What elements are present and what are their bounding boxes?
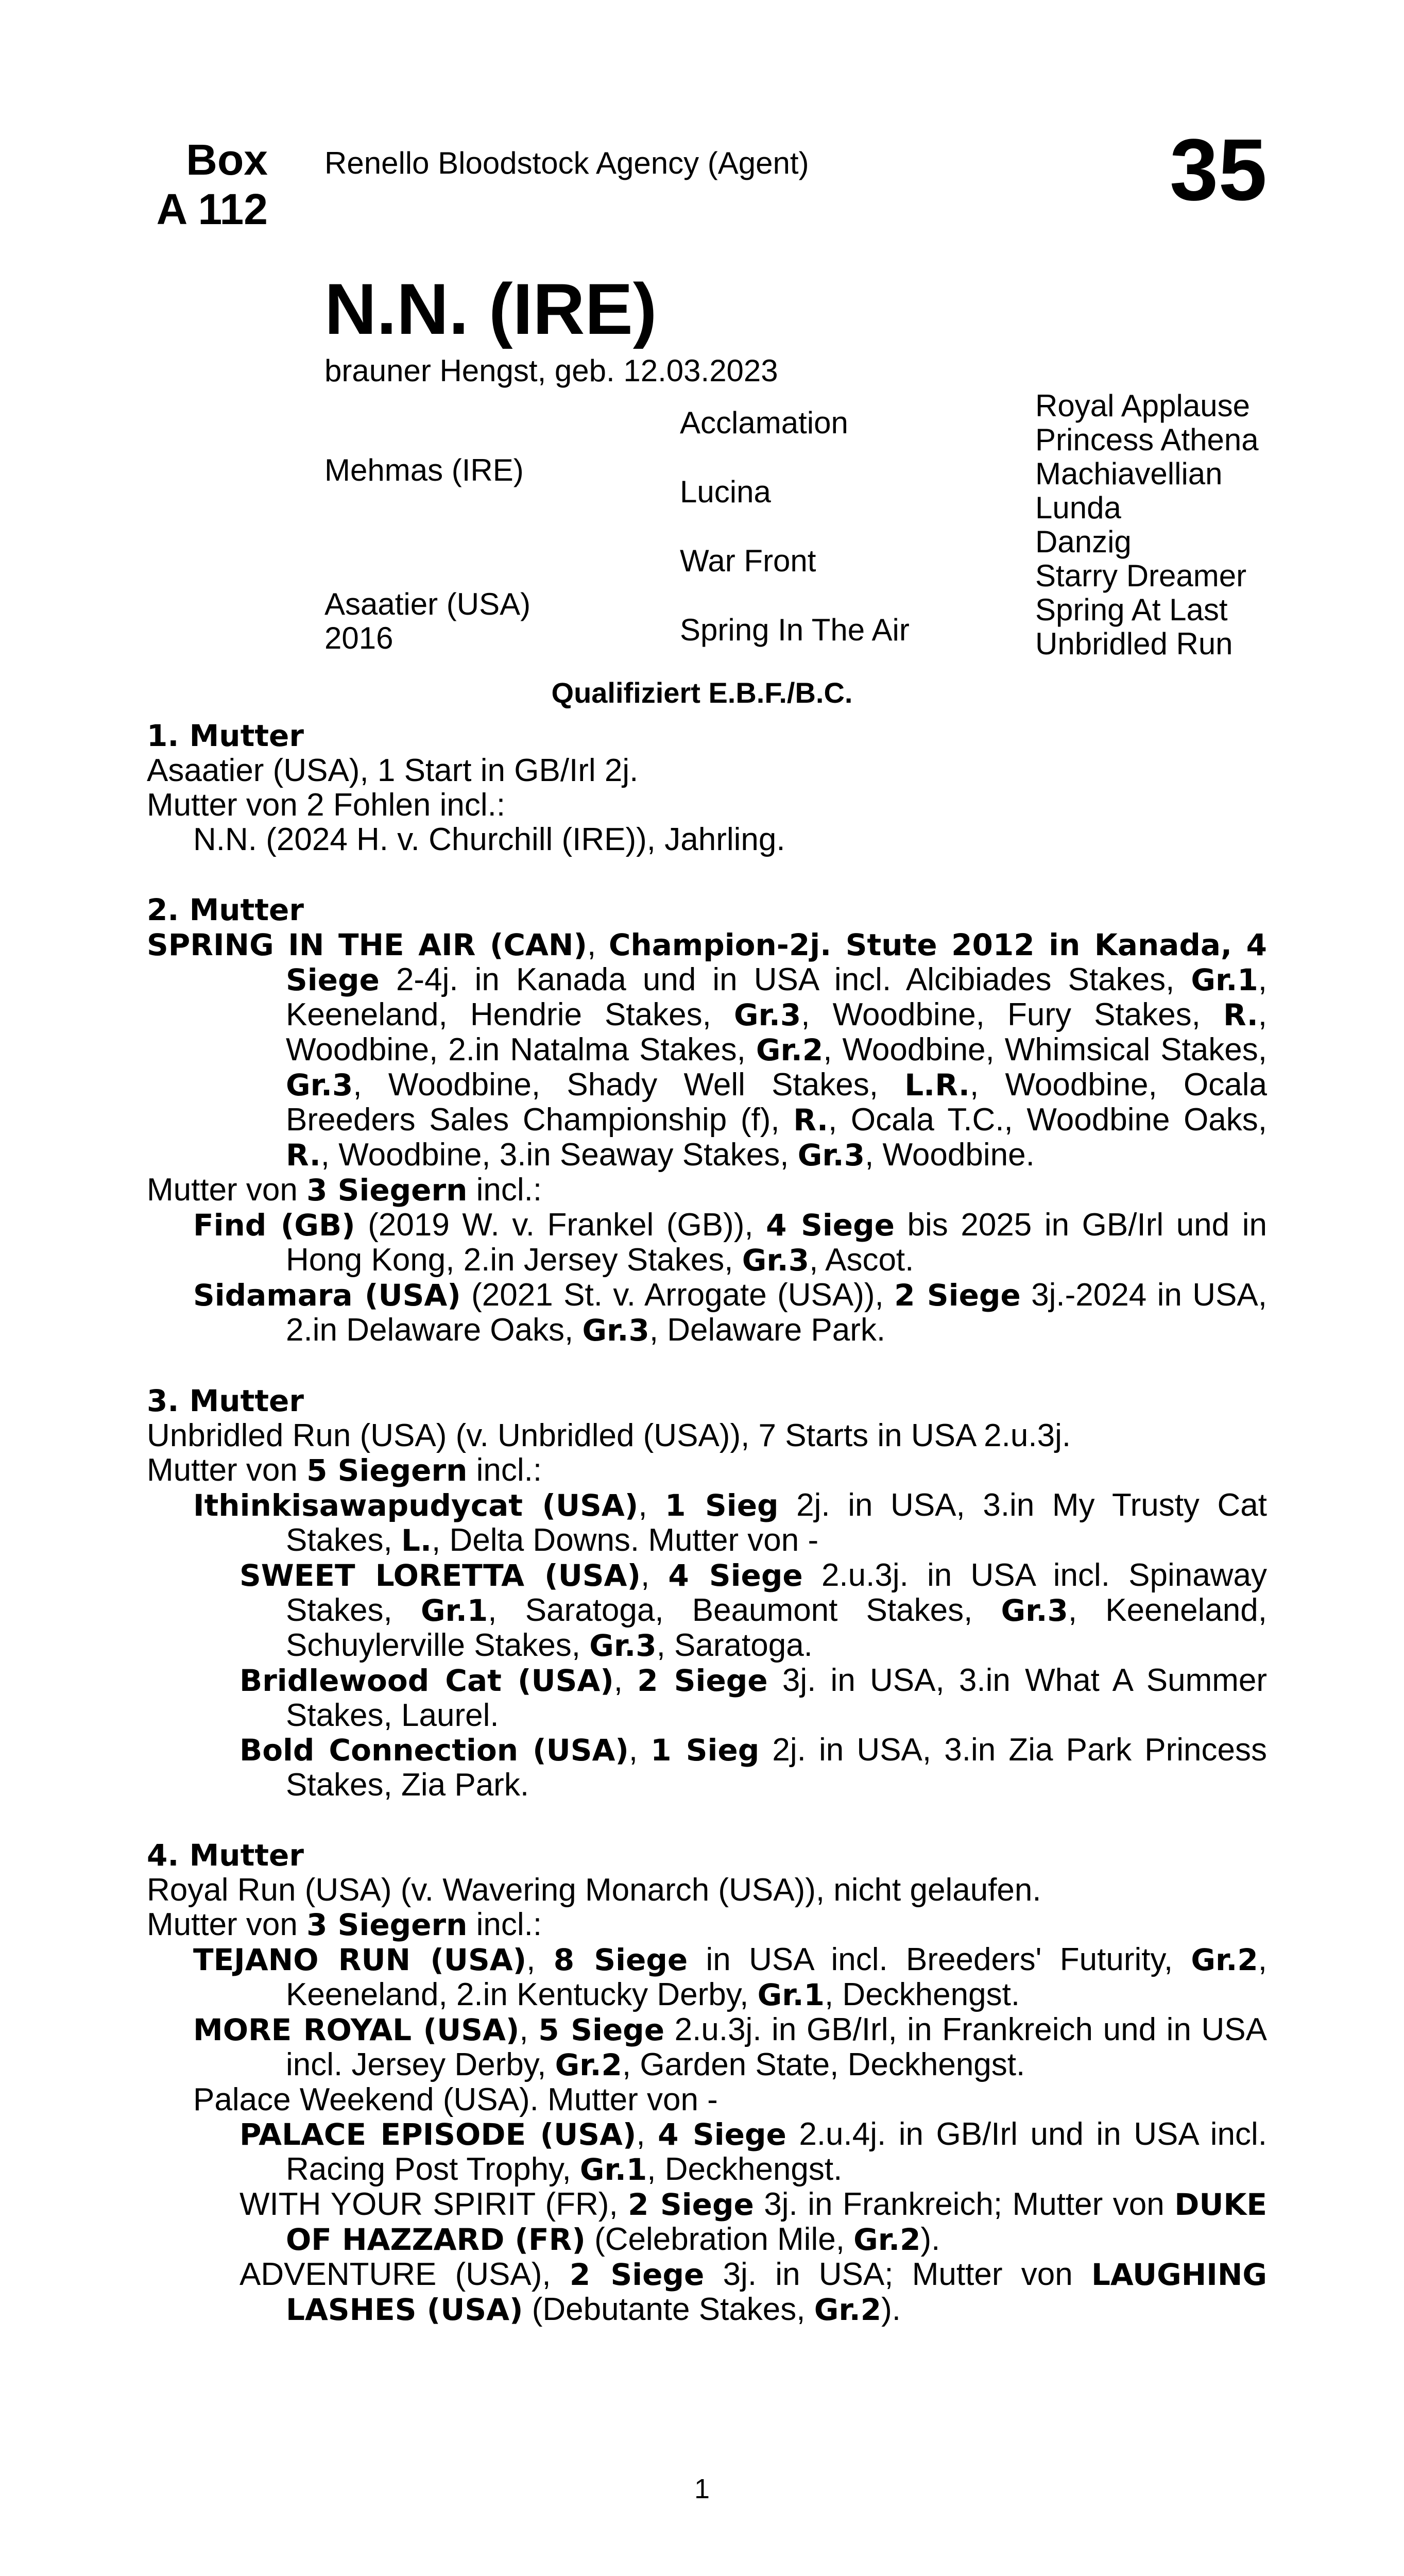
bold-text: R. (793, 1103, 829, 1138)
text: 2.u.3j. in USA incl. Spinaway Stakes, (286, 1557, 1267, 1628)
section-entry (147, 1558, 1267, 1663)
text: ADVENTURE (USA), (239, 2257, 570, 2292)
box-label-text: Box (186, 135, 268, 184)
text: Unbridled Run (USA) (v. Unbridled (USA)), 7 Starts in USA 2.u.3j. (147, 1418, 1071, 1453)
horse-name: N.N. (IRE) (324, 268, 657, 349)
section-entry (147, 753, 1267, 788)
text: bis 2025 in GB/Irl und in Hong Kong, 2.in Jersey Stakes, (286, 1207, 1267, 1278)
text: Palace Weekend (USA). Mutter von - (193, 2082, 718, 2117)
text: , Keeneland, Schuylerville Stakes, (286, 1592, 1267, 1663)
section-entry (147, 2012, 1267, 2082)
text: , (587, 927, 609, 962)
bold-text: Ithinkisawapudycat (USA) (193, 1488, 639, 1523)
section-entry (147, 2082, 1267, 2117)
box-label (103, 135, 268, 234)
bold-text: L.R. (904, 1067, 970, 1103)
section-entry (147, 2257, 1267, 2327)
bold-text: Bold Connection (USA) (239, 1733, 629, 1768)
box-number: A 112 (156, 185, 268, 233)
bold-text: Gr.3 (733, 997, 801, 1032)
bold-text: Bridlewood Cat (USA) (239, 1663, 614, 1698)
text: , Woodbine, Fury Stakes, (801, 997, 1223, 1032)
pedigree-gen3-item: Unbridled Run (1035, 626, 1233, 661)
section-entry (147, 1278, 1267, 1348)
bold-text: R. (1223, 997, 1258, 1032)
bold-text: 1 Sieg (665, 1488, 779, 1523)
bold-text: L. (401, 1523, 432, 1558)
pedigree-gen3-item: Lunda (1035, 490, 1121, 525)
mutter-section (147, 893, 1267, 1348)
bold-text: 2 Siege (894, 1278, 1021, 1313)
text: , (628, 1732, 651, 1768)
bold-text: Gr.1 (420, 1593, 488, 1628)
pedigree-dam-dam: Spring In The Air (680, 613, 910, 647)
bold-text: Champion-2j. Stute 2012 in Kanada, 4 Siege (286, 927, 1268, 997)
bold-text: Gr.3 (589, 1628, 657, 1663)
text: 2j. in USA, 3.in My Trusty Cat Stakes, (286, 1487, 1267, 1558)
section-title: 2. Mutter (147, 892, 304, 927)
bold-text: Gr.1 (1191, 962, 1258, 997)
pedigree-gen3-item: Danzig (1035, 524, 1132, 559)
bold-text: 1 Sieg (650, 1733, 760, 1768)
pedigree-dam: Asaatier (USA) (324, 587, 531, 621)
text: , (613, 1663, 638, 1698)
bold-text: 4 Siege (658, 2117, 786, 2152)
text: , Deckhengst. (824, 1977, 1020, 2012)
text: , (638, 1487, 665, 1523)
section-entry (147, 1488, 1267, 1558)
bold-text: LAUGHING LASHES (USA) (286, 2257, 1267, 2327)
bold-text: 4 Siege (668, 1558, 803, 1593)
mutter-section (147, 1384, 1267, 1802)
page-number: 1 (694, 2473, 710, 2504)
text: incl.: (467, 1172, 542, 1208)
text: , Saratoga, Beaumont Stakes, (488, 1592, 1001, 1628)
text: , Keeneland, Hendrie Stakes, (286, 962, 1267, 1032)
bold-text: Gr.2 (853, 2222, 921, 2257)
section-entry (147, 1942, 1267, 2012)
mutter-section (147, 719, 1267, 857)
bold-text: Gr.2 (814, 2292, 882, 2327)
text: , Delta Downs. Mutter von - (432, 1522, 819, 1558)
text: , (526, 1942, 554, 1977)
bold-text: Gr.2 (555, 2047, 622, 2082)
text: , Garden State, Deckhengst. (622, 2047, 1025, 2082)
text: 2j. in USA, 3.in Zia Park Princess Stakes, Zia Park. (286, 1732, 1268, 1803)
bold-text: PALACE EPISODE (USA) (239, 2117, 637, 2152)
text: Asaatier (USA), 1 Start in GB/Irl 2j. (147, 753, 639, 788)
section-title: 1. Mutter (147, 718, 304, 753)
qualification-note: Qualifiziert E.B.F./B.C. (551, 676, 853, 709)
section-entry (147, 822, 1267, 857)
text: 2-4j. in Kanada und in USA incl. Alcibiades Stakes, (379, 962, 1191, 997)
bold-text: Sidamara (USA) (193, 1278, 461, 1313)
text: , Woodbine, 2.in Natalma Stakes, (286, 997, 1267, 1067)
bold-text: 3 Siegern (306, 1907, 468, 1942)
pedigree-gen3-item: Spring At Last (1035, 592, 1228, 627)
bold-text: Gr.2 (756, 1032, 824, 1067)
pedigree-gen3 (1035, 389, 1259, 661)
bold-text: Gr.3 (1001, 1593, 1068, 1628)
text: , Delaware Park. (649, 1312, 886, 1348)
bold-text: DUKE OF HAZZARD (FR) (286, 2187, 1267, 2257)
section-entry (147, 1453, 1267, 1488)
text: incl.: (467, 1907, 542, 1942)
text: , Ascot. (809, 1242, 914, 1278)
section-entry (147, 1418, 1267, 1453)
text: (Debutante Stakes, (523, 2292, 814, 2327)
text: (2021 St. v. Arrogate (USA)), (460, 1277, 895, 1313)
text: 3j. in Frankreich; Mutter von (754, 2187, 1175, 2222)
text: , Ocala T.C., Woodbine Oaks, (828, 1102, 1268, 1138)
bold-text: Gr.3 (797, 1138, 865, 1173)
text: incl.: (467, 1452, 542, 1488)
text: , Woodbine, Shady Well Stakes, (353, 1067, 905, 1103)
bold-text: SPRING IN THE AIR (CAN) (147, 927, 587, 962)
bold-text: 2 Siege (628, 2187, 754, 2222)
bold-text: 5 Siegern (306, 1453, 468, 1488)
text: , Saratoga. (656, 1628, 813, 1663)
text: (Celebration Mile, (585, 2222, 854, 2257)
text: (2019 W. v. Frankel (GB)), (355, 1207, 766, 1243)
bold-text: 5 Siege (538, 2012, 665, 2047)
text: , Woodbine, Ocala Breeders Sales Championship (f), (286, 1067, 1267, 1138)
text: 3j.-2024 in USA, 2.in Delaware Oaks, (286, 1277, 1267, 1348)
bold-text: Gr.3 (286, 1067, 353, 1103)
text: Mutter von (147, 1452, 307, 1488)
text: N.N. (2024 H. v. Churchill (IRE)), Jahrling. (193, 822, 785, 857)
text: , (640, 1557, 669, 1593)
dam-line-sections (147, 719, 1267, 2363)
bold-text: 3 Siegern (306, 1173, 468, 1208)
bold-text: 2 Siege (637, 1663, 768, 1698)
bold-text: Gr.1 (757, 1977, 825, 2012)
lot-number: 35 (1169, 121, 1267, 219)
bold-text: Gr.2 (1191, 1942, 1258, 1977)
pedigree-dam-sire: War Front (680, 544, 816, 578)
section-title: 4. Mutter (147, 1838, 304, 1873)
section-entry (147, 1663, 1267, 1733)
bold-text: SWEET LORETTA (USA) (239, 1558, 641, 1593)
text: , Woodbine, 3.in Seaway Stakes, (320, 1137, 798, 1173)
pedigree-gen3-item: Starry Dreamer (1035, 558, 1247, 593)
mutter-section (147, 1838, 1267, 2327)
bold-text: TEJANO RUN (USA) (193, 1942, 527, 1977)
text: Royal Run (USA) (v. Wavering Monarch (USA)), nicht gelaufen. (147, 1872, 1041, 1908)
text: 3j. in USA; Mutter von (704, 2257, 1091, 2292)
pedigree-dam-year: 2016 (324, 621, 393, 655)
text: 2.u.3j. in GB/Irl, in Frankreich und in USA incl. Jersey Derby, (286, 2012, 1268, 2082)
bold-text: R. (286, 1138, 321, 1173)
pedigree-sire: Mehmas (IRE) (324, 453, 524, 487)
bold-text: Gr.3 (582, 1313, 649, 1348)
text: , Keeneland, 2.in Kentucky Derby, (286, 1942, 1267, 2012)
text: Mutter von (147, 1907, 307, 1942)
pedigree-sire-dam: Lucina (680, 474, 771, 509)
section-entry (147, 788, 1267, 822)
bold-text: 8 Siege (553, 1942, 688, 1977)
text: ). (881, 2292, 901, 2327)
agent-name: Renello Bloodstock Agency (Agent) (324, 146, 809, 180)
section-entry (147, 1208, 1267, 1278)
text: ). (920, 2222, 940, 2257)
pedigree-gen3-item: Royal Applause (1035, 388, 1250, 423)
text: Mutter von 2 Fohlen incl.: (147, 787, 506, 823)
bold-text: 2 Siege (569, 2257, 705, 2292)
section-entry (147, 1907, 1267, 1942)
horse-description: brauner Hengst, geb. 12.03.2023 (324, 353, 778, 388)
section-entry (147, 2117, 1267, 2187)
bold-text: Gr.3 (742, 1243, 810, 1278)
pedigree-sire-sire: Acclamation (680, 405, 848, 440)
bold-text: Find (GB) (193, 1208, 355, 1243)
text: in USA incl. Breeders' Futurity, (688, 1942, 1191, 1977)
text: , (636, 2116, 658, 2152)
section-entry (147, 1873, 1267, 1907)
text: , Woodbine, Whimsical Stakes, (823, 1032, 1267, 1067)
bold-text: MORE ROYAL (USA) (193, 2012, 520, 2047)
section-entry (147, 1733, 1267, 1802)
section-entry (147, 2187, 1267, 2257)
text: , (519, 2012, 539, 2047)
text: , Woodbine. (865, 1137, 1035, 1173)
text: 3j. in USA, 3.in What A Summer Stakes, Laurel. (286, 1663, 1268, 1733)
text: WITH YOUR SPIRIT (FR), (239, 2187, 628, 2222)
bold-text: 4 Siege (766, 1208, 895, 1243)
bold-text: Gr.1 (579, 2152, 647, 2187)
pedigree-gen3-item: Machiavellian (1035, 456, 1223, 491)
section-entry (147, 927, 1267, 1173)
text: Mutter von (147, 1172, 307, 1208)
text: 2.u.4j. in GB/Irl und in USA incl. Racing Post Trophy, (286, 2116, 1268, 2187)
pedigree-gen3-item: Princess Athena (1035, 422, 1259, 457)
section-entry (147, 1173, 1267, 1208)
section-title: 3. Mutter (147, 1383, 304, 1418)
text: , Deckhengst. (647, 2151, 843, 2187)
